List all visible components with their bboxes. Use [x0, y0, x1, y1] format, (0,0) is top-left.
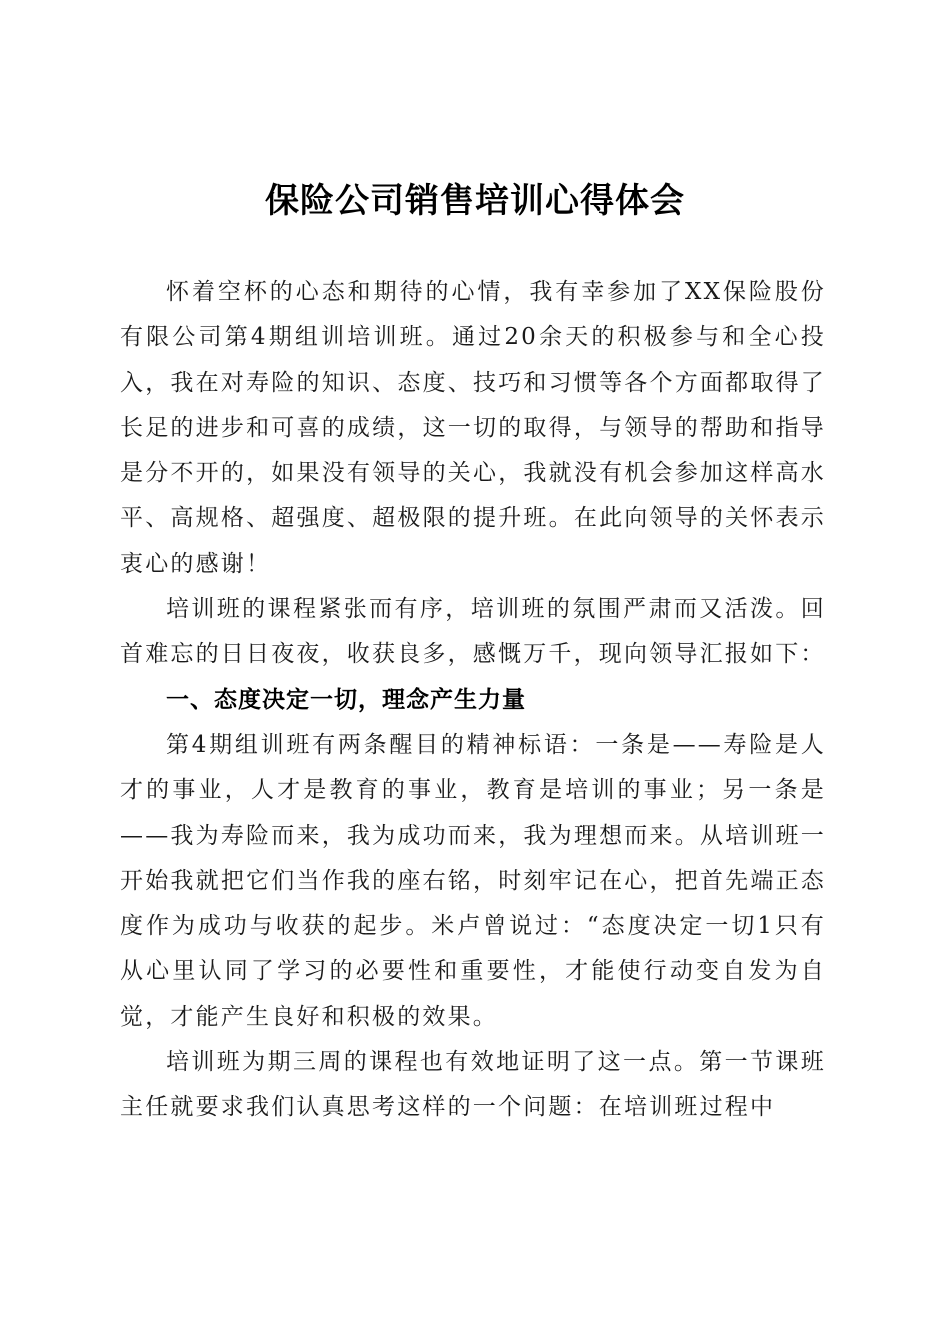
section-heading: 一、态度决定一切，理念产生力量 [166, 686, 526, 713]
paragraph-intro: 怀着空杯的心态和期待的心情，我有幸参加了XX保险股份有限公司第4期组训培训班。通过20余天的积极参与和全心投入，我在对寿险的知识、态度、技巧和习惯等各个方面都取得了长足的进步和可喜的成绩，这一切的取得，与领导的帮助和指导是分不开的，如果没有领导的关心，我就没有机会参加这样高水平、高规格、超强度、超极限的提升班。在此向领导的关怀表示衷心的感谢！ [120, 279, 826, 577]
paragraph-slogans: 第4期组训班有两条醒目的精神标语：一条是——寿险是人才的事业，人才是教育的事业，教育是培训的事业；另一条是——我为寿险而来，我为成功而来，我为理想而来。从培训班一开始我就把它们当作我的座右铭，时刻牢记在心，把首先端正态度作为成功与收获的起步。米卢曾说过：“态度决定一切1只有从心里认同了学习的必要性和重要性，才能使行动变自发为自觉，才能产生良好和积极的效果。 [120, 731, 826, 1030]
paragraph-course: 培训班为期三周的课程也有效地证明了这一点。第一节课班主任就要求我们认真思考这样的一个问题：在培训班过程中 [120, 1049, 826, 1121]
document-title: 保险公司销售培训心得体会 [265, 181, 685, 221]
document-body [120, 270, 826, 1131]
paragraph-summary: 培训班的课程紧张而有序，培训班的氛围严肃而又活泼。回首难忘的日日夜夜，收获良多，感慨万千，现向领导汇报如下： [120, 596, 826, 668]
